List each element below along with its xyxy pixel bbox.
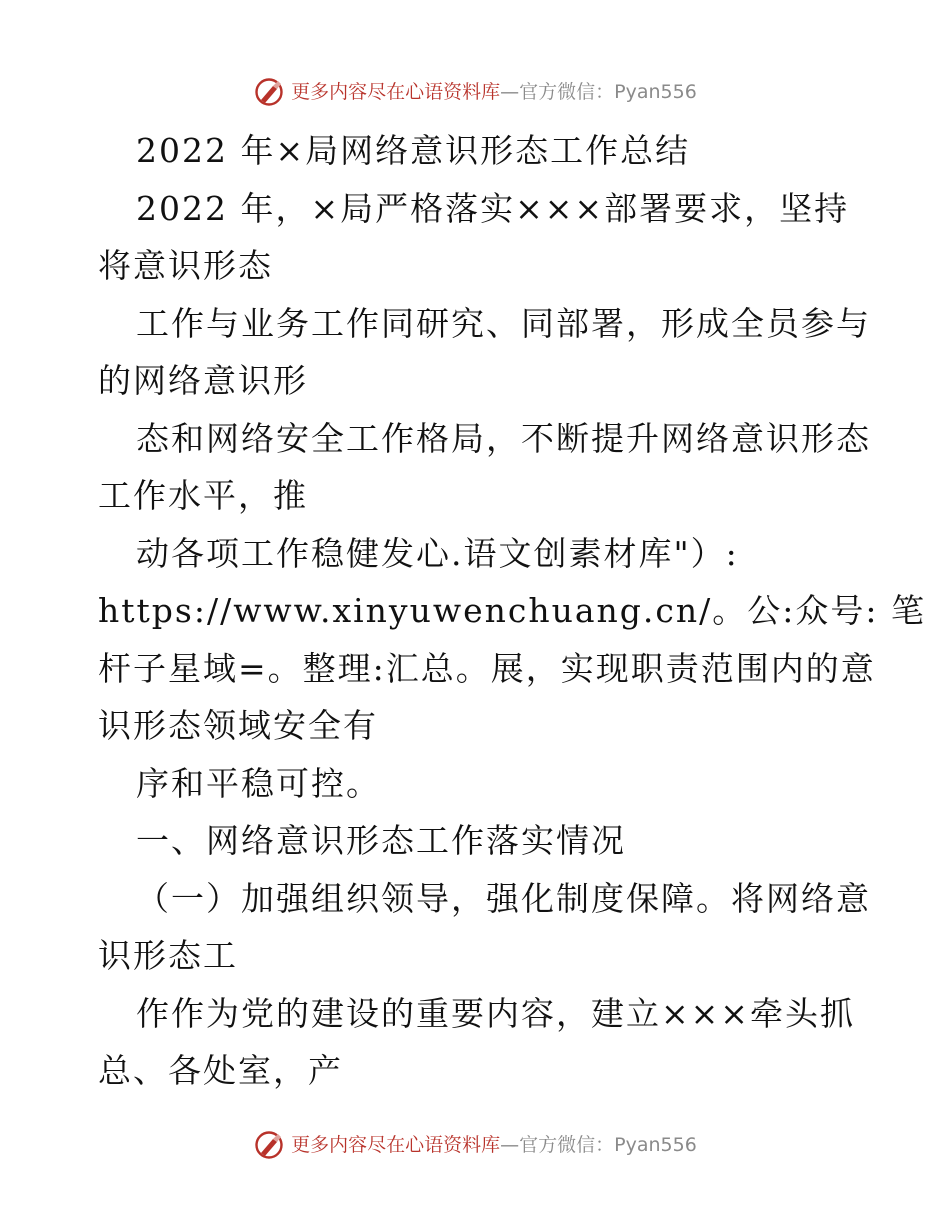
paragraph-line: 的网络意识形 [98, 361, 308, 400]
paragraph-line: 动各项工作稳健发心.语文创素材库"）: [136, 533, 739, 573]
paragraph-line: 工作水平，推 [98, 476, 308, 515]
paragraph-line: 作作为党的建设的重要内容，建立×××牵头抓 [136, 993, 855, 1033]
paragraph-line: 识形态工 [98, 936, 238, 975]
paragraph-line: 序和平稳可控。 [136, 763, 381, 803]
paragraph-line: 2022 年，×局严格落实×××部署要求，坚持 [136, 188, 850, 228]
paragraph-line: 态和网络安全工作格局，不断提升网络意识形态 [136, 418, 871, 458]
document-title: 2022 年×局网络意识形态工作总结 [136, 131, 691, 170]
header-watermark-banner [0, 76, 950, 108]
paragraph-line: https://www.xinyuwenchuang.cn/。公:众号: 笔 [98, 591, 926, 630]
paragraph-line: 工作与业务工作同研究、同部署，形成全员参与 [136, 303, 871, 343]
paragraph-line: 杆子星域=。整理:汇总。展，实现职责范围内的意 [98, 648, 876, 688]
paragraph-line: 识形态领域安全有 [98, 706, 378, 745]
document-body [98, 122, 926, 1100]
banner-red-text: 更多内容尽在心语资料库 [291, 1134, 501, 1156]
pen-logo-icon [253, 1129, 285, 1161]
banner-grey-text: —官方微信：Pyan556 [500, 1134, 697, 1156]
pen-logo-icon [253, 76, 285, 108]
paragraph-line: 总、各处室，产 [98, 1051, 343, 1090]
banner-grey-text: —官方微信：Pyan556 [500, 81, 697, 103]
section-heading: 一、网络意识形态工作落实情况 [136, 821, 626, 860]
banner-red-text: 更多内容尽在心语资料库 [291, 81, 501, 103]
footer-watermark-banner [0, 1129, 950, 1161]
paragraph-line: 将意识形态 [98, 246, 273, 285]
paragraph-line: （一）加强组织领导，强化制度保障。将网络意 [136, 878, 871, 918]
